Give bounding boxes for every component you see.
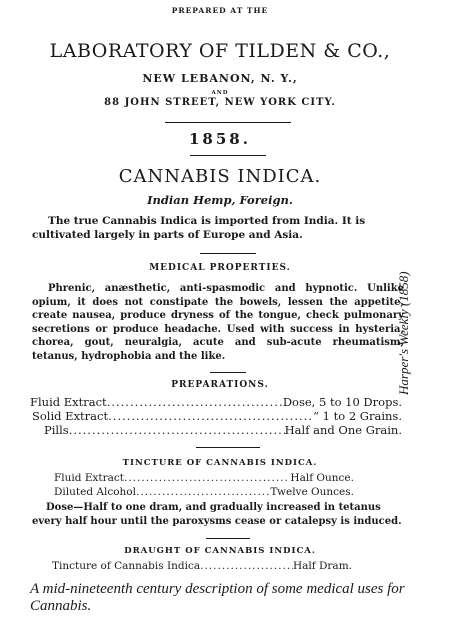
item-dose: Dose, 5 to 10 Drops. [282, 395, 402, 409]
item-name: Tincture of Cannabis Indica [52, 560, 201, 572]
list-item [54, 471, 354, 485]
list-item [30, 409, 402, 423]
medical-paragraph: Phrenic, anæsthetic, anti-spasmodic and hypnotic. Unlike opium, it does not constipate the bowels, lessen the appetite, create nausea, produce dryness of the tongue, check pulmonary secretions or produce headache. Used with success in hysteria, chorea, gout, neuralgia, acute and sub-acute rheumatism, tetanus, hydrophobia and the like. [32, 283, 404, 362]
tincture-dose-paragraph: Dose—Half to one dram, and gradually increased in tetanus every half hour until the paroxysms cease or catalepsy is induced. [32, 502, 402, 527]
rule-divider-2 [190, 155, 266, 156]
list-item [30, 395, 402, 409]
item-name: Pills [44, 423, 69, 437]
draught-list [52, 559, 352, 573]
rule-divider-4 [210, 372, 246, 373]
street-line: 88 JOHN STREET, NEW YORK CITY. [104, 97, 336, 108]
laboratory-title: LABORATORY OF TILDEN & CO., [49, 40, 391, 62]
item-name: Diluted Alcohol [54, 486, 136, 498]
medical-heading: MEDICAL PROPERTIES. [149, 263, 291, 273]
item-name: Fluid Extract [30, 395, 107, 409]
list-item [52, 559, 352, 573]
prepared-line: PREPARED AT THE [171, 6, 269, 15]
list-item [54, 485, 354, 499]
list-item [30, 423, 402, 437]
item-dose: Half and One Grain. [284, 423, 402, 437]
rule-divider-1 [165, 122, 291, 123]
item-dose: “ 1 to 2 Grains. [313, 409, 402, 423]
year-line: 1858. [189, 130, 251, 148]
cannabis-subtitle: Indian Hemp, Foreign. [147, 193, 293, 207]
tincture-heading: TINCTURE OF CANNABIS INDICA. [122, 458, 318, 468]
leader-dots [136, 485, 270, 499]
item-amount: Twelve Ounces. [270, 486, 354, 498]
rule-divider-6 [206, 538, 250, 539]
item-name: Solid Extract [32, 409, 109, 423]
leader-dots [107, 395, 283, 409]
preparations-list [30, 395, 402, 437]
preparations-heading: PREPARATIONS. [171, 380, 269, 390]
leader-dots [124, 471, 290, 485]
item-amount: Half Ounce. [290, 472, 354, 484]
city-line: NEW LEBANON, N. Y., [142, 72, 298, 85]
leader-dots [200, 559, 293, 573]
leader-dots [108, 409, 313, 423]
figure-caption: A mid-nineteenth century description of some medical uses for Cannabis. [30, 581, 405, 614]
and-line: AND [211, 90, 229, 96]
leader-dots [69, 423, 285, 437]
item-amount: Half Dram. [293, 560, 352, 572]
draught-heading: DRAUGHT OF CANNABIS INDICA. [124, 546, 316, 556]
item-name: Fluid Extract [54, 472, 125, 484]
tincture-list [54, 471, 354, 499]
cannabis-title: CANNABIS INDICA. [118, 166, 322, 187]
rule-divider-5 [196, 447, 260, 448]
intro-paragraph: The true Cannabis Indica is imported from India. It is cultivated largely in parts of Europe and Asia. [32, 215, 366, 241]
side-credit: Harper's Weekly (1858) [396, 271, 411, 395]
rule-divider-3 [200, 253, 256, 254]
